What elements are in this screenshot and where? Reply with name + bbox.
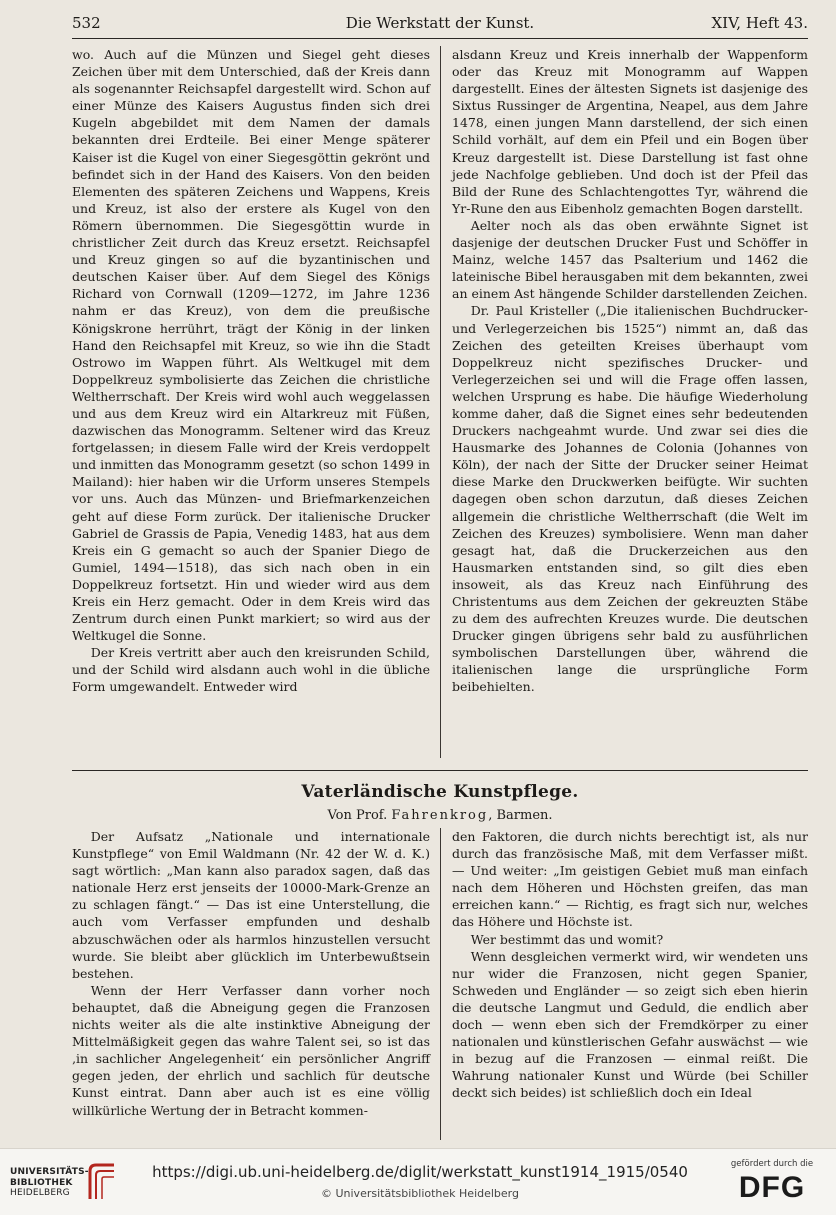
paragraph: Der Aufsatz „Nationale und internationale Kunstpflege“ von Emil Waldmann (Nr. 42 der W. d. K.) sagt wörtlich: „Man kann also paradox sagen, daß das nationale Herz erst jenseits der 10000-Mark-Grenze an zu schlagen fängt.“ — Das ist eine Unterstellung, die auch vom Verfasser empfunden und deshalb abzuschwächen oder als harmlos hinzustellen versucht wurde. Sie bleibt aber glücklich im Unterbewußtsein bestehen.	[72, 829, 430, 981]
copyright-notice: © Universitätsbibliothek Heidelberg	[320, 1187, 519, 1200]
dfg-logo[interactable]: DFG	[738, 1171, 806, 1204]
column-divider-top	[440, 46, 441, 758]
paragraph: wo. Auch auf die Münzen und Siegel geht dieses Zeichen über mit dem Unterschied, daß der Kreis dann als sogenannter Reichsapfel dargestellt wird. Schon auf einer Münze des Kaisers Augustus finden sich drei Kugeln abgebildet mit dem Namen der damals bekannten drei Erdteile. Bei einer Menge späterer Kaiser ist die Kugel von einer Siegesgöttin gekrönt und befindet sich in der Hand des Kaisers. Von den beiden Elementen des späteren Zeichens und Wappens, Kreis und Kreuz, ist also der erstere als Kugel von den Römern übernommen. Die Siegesgöttin wurde in christlicher Zeit durch das Kreuz ersetzt. Reichsapfel und Kreuz gingen so auf die byzantinischen und deutschen Kaiser über. Auf dem Siegel des Königs Richard von Cornwall (1209—1272, im Jahre 1236 nahm er das Kreuz), von dem die preußische Königskrone herrührt, trägt der König in der linken Hand den Reichsapfel mit Kreuz, so wie ihn die Stadt Ostrowo im Wappen führt. Als Weltkugel mit dem Doppelkreuz symbolisierte das Zeichen die christliche Weltherrschaft. Der Kreis wird wohl auch weggelassen und aus dem Kreuz wird ein Altarkreuz mit Füßen, dazwischen das Monogramm. Seltener wird das Kreuz fortgelassen; in diesem Falle wird der Kreis verdoppelt und inmitten das Monogramm gesetzt (so schon 1499 in Mailand): hier haben wir die Urform unseres Stempels vor uns. Auch das Münzen- und Briefmarkenzeichen geht auf diese Form zurück. Der italienische Drucker Gabriel de Grassis de Papia, Venedig 1483, hat aus dem Kreis ein G gemacht so auch der Spanier Diego de Gumiel, 1494—1518), das sich nach oben in ein Doppelkreuz fortsetzt. Hin und wieder wird aus dem Kreis ein Herz gemacht. Oder in dem Kreis wird das Zentrum durch einen Punkt markiert; so wird aus der Weltkugel die Sonne.	[72, 47, 430, 644]
funding-label: gefördert durch die	[730, 1159, 814, 1169]
paragraph: Wenn desgleichen vermerkt wird, wir wendeten uns nur wider die Franzosen, nicht gegen Spanier, Schweden und Engländer — so zeigt sich eben hierin die deutsche Langmut und Geduld, die endlich aber doch — wenn eben sich der Fremdkörper zu einer nationalen und künstlerischen Gefahr auswächst — wie in bezug auf die Franzosen — einmal reißt. Die Wahrung nationaler Kunst und Würde (bei Schiller deckt sich beides) ist schließlich doch ein Ideal	[452, 948, 808, 1101]
running-title: Die Werkstatt der Kunst.	[345, 14, 535, 32]
column-bottom-left	[72, 828, 430, 1140]
library-name-line: UNIVERSITÄTS-	[10, 1167, 89, 1177]
paragraph: Wer bestimmt das und womit?	[470, 931, 664, 947]
byline-prefix: Von Prof.	[327, 808, 388, 823]
library-logo-icon[interactable]	[84, 1161, 118, 1203]
volume-issue: XIV, Heft 43.	[711, 14, 808, 32]
column-top-right	[452, 46, 808, 758]
header-rule	[72, 38, 808, 39]
section-rule	[72, 770, 808, 771]
library-name-line: BIBLIOTHEK	[10, 1177, 73, 1188]
running-head	[72, 12, 808, 36]
paragraph: den Faktoren, die durch nichts berechtigt ist, als nur durch das französische Maß, mit dem Verfasser mißt. — Und weiter: „Im geistigen Gebiet muß man einfach nach dem Höheren und Höchsten greifen, das man erreichen kann.“ — Richtig, es fragt sich nur, welches das Höhere und Höchste ist.	[452, 829, 808, 930]
article-title: Vaterländische Kunstpflege.	[301, 782, 579, 802]
library-name-line: HEIDELBERG	[10, 1188, 70, 1198]
author-name: Fahrenkrog	[391, 808, 489, 823]
column-top-left	[72, 46, 430, 758]
article-byline	[72, 808, 808, 823]
paragraph: Der Kreis vertritt aber auch den kreisrunden Schild, und der Schild wird alsdann auch wohl in die übliche Form umgewandelt. Entweder wird	[72, 645, 430, 695]
paragraph: Dr. Paul Kristeller („Die italienischen Buchdrucker- und Verlegerzeichen bis 1525“) nimmt an, daß das Zeichen des geteilten Kreises überhaupt vom Doppelkreuz nicht spezifisches Drucker- und Verlegerzeichen sei und will die Frage offen lassen, welchen Ursprung es habe. Die häufige Wiederholung komme daher, daß die Signet eines sehr bedeutenden Druckers nachgeahmt wurde. Und zwar sei dies die Hausmarke des Johannes de Colonia (Johannes von Köln), der nach der Sitte der Drucker seiner Heimat diese Marke den Druckwerken beifügte. Wir suchten dagegen oben schon darzutun, daß dieses Zeichen allgemein die christliche Weltherrschaft (die Welt im Zeichen des Kreuzes) symbolisiere. Wenn man daher gesagt hat, daß die Druckerzeichen aus den Hausmarken entstanden sind, so gilt dies eben insoweit, als das Kreuz nach Einführung des Christentums aus dem Zeichen der gekreuzten Stäbe zu dem des aufrechten Kreuzes wurde. Die deutschen Drucker gingen übrigens sehr bald zu ausführlichen symbolischen Darstellungen über, während die italienischen lange die ursprüngliche Form beibehielten.	[452, 303, 808, 695]
column-divider-bottom	[440, 828, 441, 1140]
paragraph: Aelter noch als das oben erwähnte Signet ist dasjenige der deutschen Drucker Fust und Schöffer in Mainz, welche 1457 das Psalterium und 1462 die lateinische Bibel herausgaben mit dem bekannten, zwei an einem Ast hängende Schilder darstellenden Zeichen.	[452, 217, 808, 302]
byline-place: , Barmen.	[488, 808, 553, 823]
paragraph: Wenn der Herr Verfasser dann vorher noch behauptet, daß die Abneigung gegen die Franzosen nichts weiter als die alte instinktive Abneigung der Mittelmäßigkeit gegen das wahre Talent sei, so ist das ‚in sachlicher Angelegenheit‘ ein persönlicher Angriff gegen jeden, der ehrlich und sachlich für deutsche Kunst eintrat. Dann aber auch ist es eine völlig willkürliche Wertung der in Betracht kommen-	[72, 982, 430, 1118]
paragraph: alsdann Kreuz und Kreis innerhalb der Wappenform oder das Kreuz mit Monogramm auf Wappen dargestellt. Eines der ältesten Signets ist dasjenige des Sixtus Russinger de Argentina, Neapel, aus dem Jahre 1478, einen jungen Mann darstellend, der sich einen Schild vorhält, auf dem ein Pfeil und ein Bogen über Kreuz dargestellt ist. Diese Darstellung ist fast ohne jede Nachfolge geblieben. Und doch ist der Pfeil das Bild der Rune des Schlachtengottes Tyr, während die Yr-Rune den aus Eibenholz gemachten Bogen darstellt.	[452, 47, 808, 216]
viewer-footer	[0, 1148, 836, 1215]
permalink-url[interactable]: https://digi.ub.uni-heidelberg.de/diglit/werkstatt_kunst1914_1915/0540	[152, 1163, 688, 1181]
column-bottom-right	[452, 828, 808, 1140]
library-name[interactable]	[10, 1167, 89, 1199]
page-number: 532	[72, 14, 101, 32]
